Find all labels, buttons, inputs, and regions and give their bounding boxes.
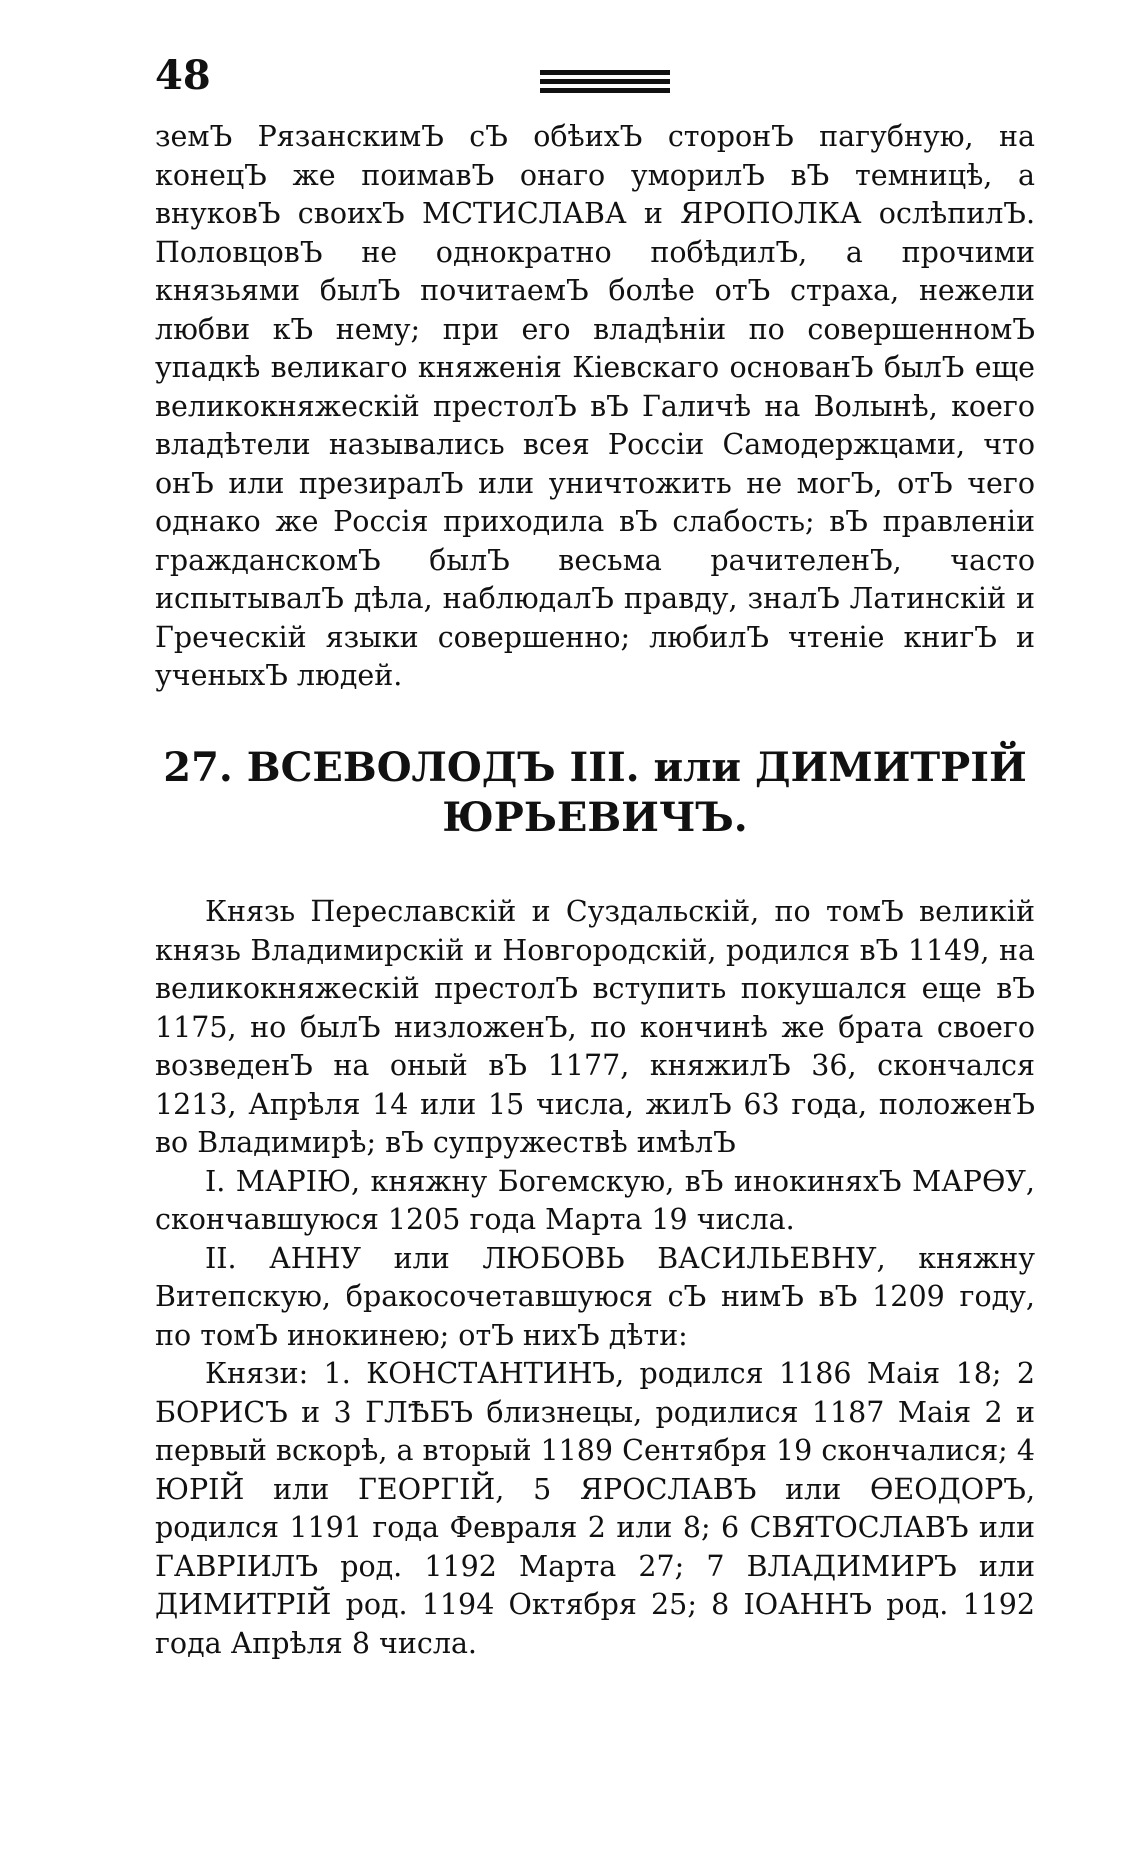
chapter-heading-line-2: ЮРЬЕВИЧЪ. <box>442 794 748 841</box>
paragraph-text: земЪ РязанскимЪ сЪ обѣихЪ сторонЪ пагубную, на конецЪ же поимавЪ онаго уморилЪ вЪ темницѣ, а внуковЪ своихЪ МСТИСЛАВА и ЯРОПОЛКА ослѣпилЪ. ПоловцовЪ не однократно побѣдилЪ, а прочими князьями былЪ почитаемЪ болѣе отЪ страха, нежели любви кЪ нему; при его владѣніи по совершенномЪ упадкѣ великаго княженія Кіевскаго основанЪ былЪ еще великокняжескій престолЪ вЪ Галичѣ на Волынѣ, коего владѣтели назывались всея Россіи Самодержцами, что онЪ или презиралЪ или уничтожить не могЪ, отЪ чего однако же Россія приходила вЪ слабость; вЪ правленіи гражданскомЪ былЪ весьма рачителенЪ, часто испытывалЪ дѣла, наблюдалЪ правду, зналЪ Латинскій и Греческій языки совершенно; любилЪ чтеніе книгЪ и ученыхЪ людей. <box>155 120 1035 692</box>
chapter-heading-line-1: 27. ВСЕВОЛОДЪ III. или ДИМИТРІЙ <box>163 744 1027 791</box>
ornament-rule <box>540 70 670 75</box>
paragraph-text: I. МАРІЮ, княжну Богемскую, вЪ инокиняхЪ МАРѲУ, скончавшуюся 1205 года Марта 19 числа. <box>155 1164 1035 1236</box>
paragraph-text: Князи: 1. КОНСТАНТИНЪ, родился 1186 Маія 18; 2 БОРИСЪ и 3 ГЛѢБЪ близнецы, родилися 1187 Маія 2 и первый вскорѣ, а вторый 1189 Сентября 19 скончалися; 4 ЮРІЙ или ГЕОРГІЙ, 5 ЯРОСЛАВЪ или ѲЕОДОРЪ, родился 1191 года Февраля 2 или 8; 6 СВЯТОСЛАВЪ или ГАВРІИЛЪ род. 1192 Марта 27; 7 ВЛАДИМИРЪ или ДИМИТРІЙ род. 1194 Октября 25; 8 ІОАННЪ род. 1192 года Апрѣля 8 числа. <box>155 1357 1035 1660</box>
chapter-body <box>155 893 1035 1663</box>
page-header <box>155 52 1035 112</box>
continued-paragraph <box>155 118 1035 696</box>
paragraph-text: II. АННУ или ЛЮБОВЬ ВАСИЛЬЕВНУ, княжну Витепскую, бракосочетавшуюся сЪ нимЪ вЪ 1209 году, по томЪ инокинею; отЪ нихЪ дѣти: <box>155 1241 1035 1352</box>
ornament-rule <box>540 88 670 93</box>
ornament-rule <box>540 79 670 84</box>
paragraph-text: Князь Переславскій и Суздальскій, по томЪ великій князь Владимирскій и Новгородскій, родился вЪ 1149, на великокняжескій престолЪ вступить покушался еще вЪ 1175, но былЪ низложенЪ, по кончинѣ же брата своего возведенЪ на оный вЪ 1177, княжилЪ 36, скончался 1213, Апрѣля 14 или 15 числа, жилЪ 63 года, положенЪ во Владимирѣ; вЪ супружествѣ имѣлЪ <box>155 895 1035 1159</box>
header-ornament <box>540 70 670 97</box>
chapter-heading <box>155 743 1035 843</box>
page-number: 48 <box>155 52 211 99</box>
